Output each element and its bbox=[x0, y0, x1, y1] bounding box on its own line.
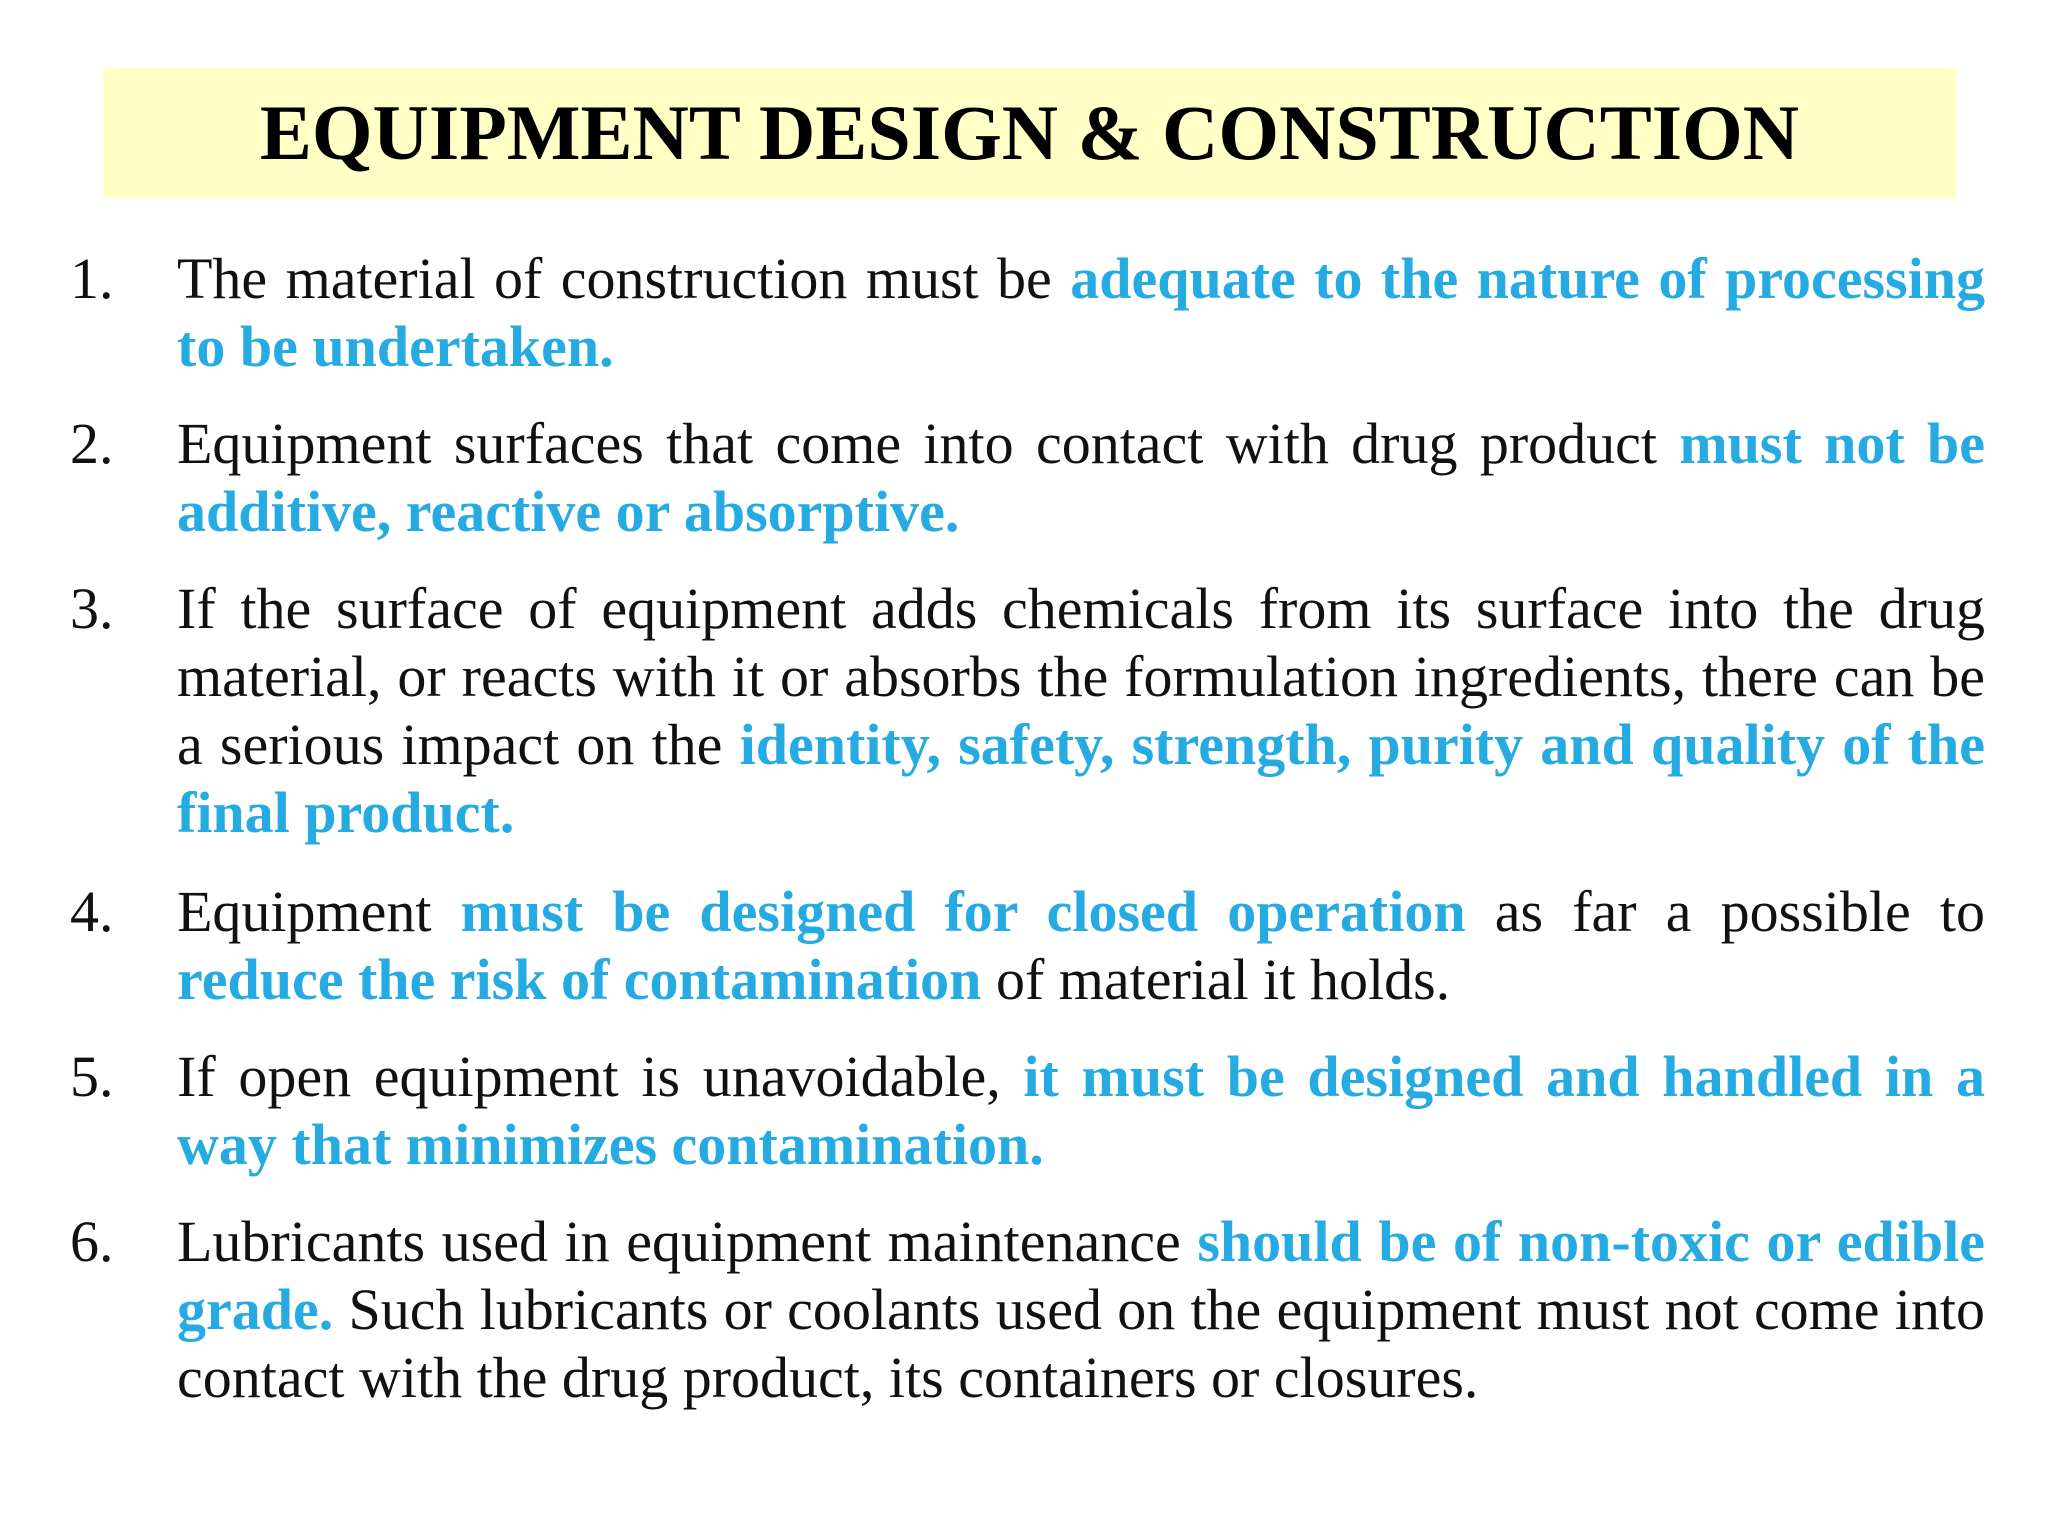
item-text bbox=[177, 878, 1985, 1014]
item-text-segment: Lubricants used in equipment maintenance bbox=[177, 1209, 1198, 1274]
item-number: 5. bbox=[70, 1044, 114, 1109]
item-number: 4. bbox=[70, 879, 114, 944]
item-text-segment: If open equipment is unavoidable, bbox=[177, 1044, 1024, 1109]
highlighted-text: it must be designed and handled in a way that minimizes contamination. bbox=[177, 1044, 1985, 1177]
item-text-segment: as far a possible to bbox=[1465, 879, 1985, 944]
item-text-segment: Such lubricants or coolants used on the equipment must not come into contact with the drug product, its containers or closures. bbox=[177, 1277, 1985, 1410]
item-number: 6. bbox=[70, 1209, 114, 1274]
page-title: EQUIPMENT DESIGN & CONSTRUCTION bbox=[259, 89, 1800, 176]
item-text-segment: of material it holds. bbox=[981, 947, 1451, 1012]
item-text bbox=[177, 1043, 1985, 1179]
item-text bbox=[177, 245, 1985, 381]
item-number: 2. bbox=[70, 411, 114, 476]
highlighted-text: should be of non-toxic or edible grade. bbox=[177, 1209, 1985, 1342]
item-number: 1. bbox=[70, 246, 114, 311]
item-text-segment: The material of construction must be bbox=[177, 246, 1071, 311]
highlighted-text: reduce the risk of contamination bbox=[177, 947, 982, 1012]
item-text-segment: Equipment bbox=[177, 879, 461, 944]
item-text bbox=[177, 410, 1985, 546]
item-text bbox=[177, 575, 1985, 847]
highlighted-text: must not be additive, reactive or absorptive. bbox=[177, 411, 1986, 544]
item-text bbox=[177, 1208, 1985, 1412]
highlighted-text: adequate to the nature of processing to be undertaken. bbox=[177, 246, 1986, 379]
item-text-segment: If the surface of equipment adds chemicals from its surface into the drug material, or reacts with it or absorbs the formulation ingredients, there can be a serious impact on the bbox=[177, 576, 1985, 777]
item-number: 3. bbox=[70, 576, 114, 641]
item-text-segment: Equipment surfaces that come into contact with drug product bbox=[177, 411, 1680, 476]
highlighted-text: must be designed for closed operation bbox=[460, 879, 1466, 944]
highlighted-text: identity, safety, strength, purity and quality of the final product. bbox=[177, 712, 1985, 845]
